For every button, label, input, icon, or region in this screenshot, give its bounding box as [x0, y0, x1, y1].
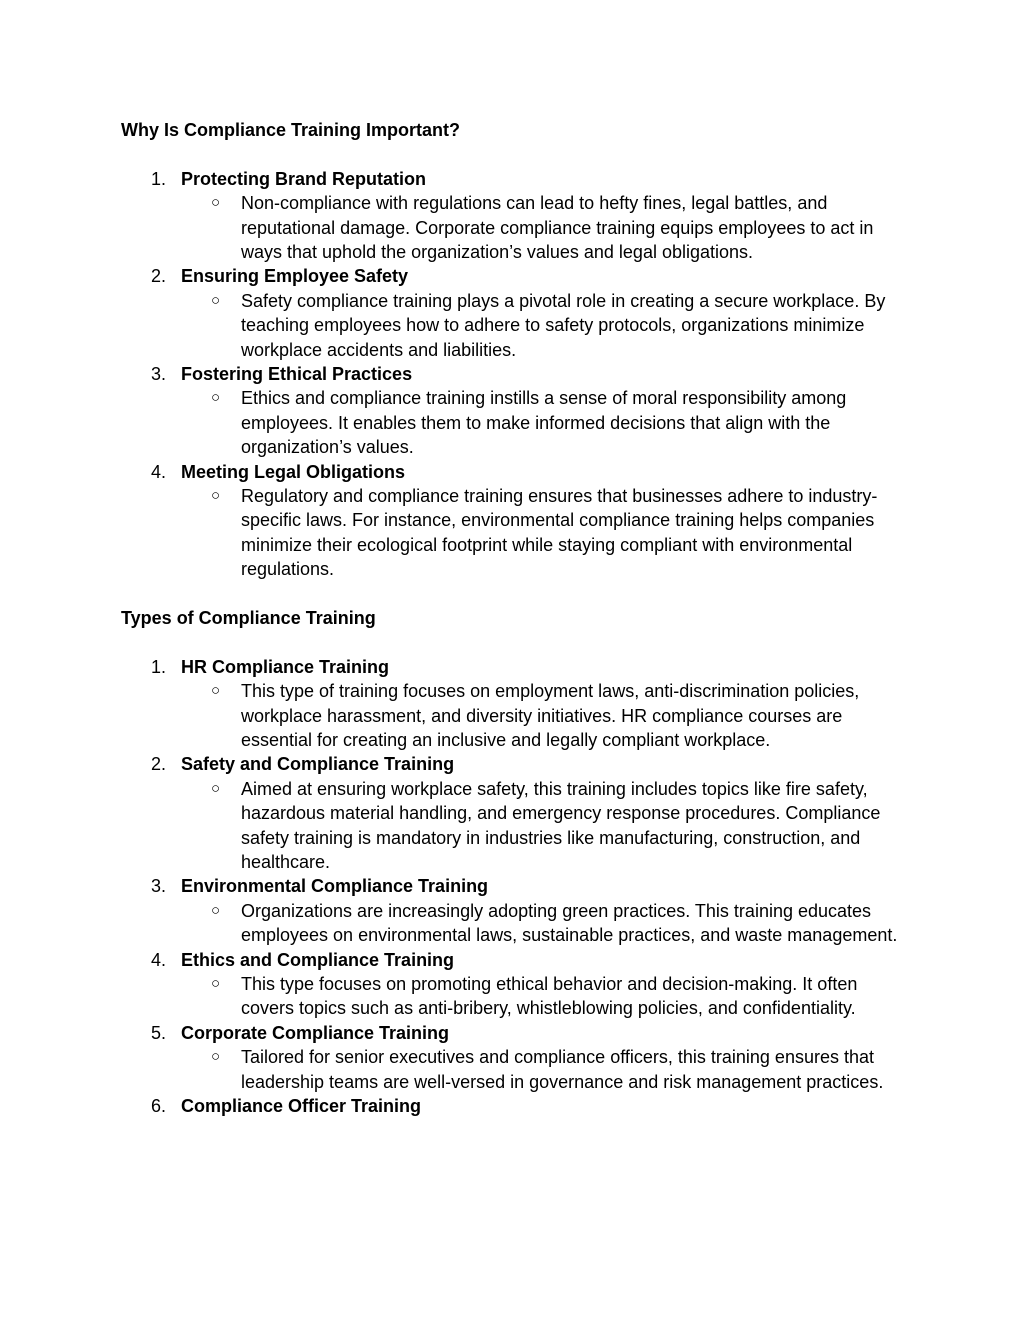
- list-item-header: [121, 1021, 911, 1045]
- list-item-number: 6.: [151, 1096, 167, 1117]
- list-item: [121, 1021, 911, 1094]
- list-item-title: Meeting Legal Obligations: [181, 461, 406, 482]
- list-item: [121, 264, 911, 362]
- hollow-circle-bullet-icon: ○: [211, 389, 221, 407]
- list-item-header: [121, 752, 911, 776]
- list-item-title: Corporate Compliance Training: [181, 1022, 450, 1043]
- list-item-number: 2.: [151, 266, 167, 287]
- list-item-number: 2.: [151, 754, 167, 775]
- list-item-title: Compliance Officer Training: [181, 1096, 422, 1117]
- list-item: [121, 874, 911, 947]
- document-body: [121, 118, 911, 1118]
- list-item: [121, 460, 911, 582]
- list-item-header: [121, 264, 911, 288]
- list-item-header: [121, 167, 911, 191]
- sub-bullet-text: Regulatory and compliance training ensures that businesses adhere to industry-specific laws. For instance, environmental compliance training helps companies minimize their ecological footprint while staying compliant with environmental regulations.: [241, 486, 878, 580]
- list-item-number: 5.: [151, 1022, 167, 1043]
- list-item: [121, 167, 911, 265]
- spacer: [121, 582, 911, 606]
- sub-bullet: [121, 191, 911, 264]
- list-item: [121, 362, 911, 460]
- sub-bullet: [121, 386, 911, 459]
- list-item-title: Ethics and Compliance Training: [181, 949, 455, 970]
- numbered-list: [121, 167, 911, 582]
- hollow-circle-bullet-icon: ○: [211, 291, 221, 309]
- hollow-circle-bullet-icon: ○: [211, 975, 221, 993]
- sub-bullet-text: This type of training focuses on employment laws, anti-discrimination policies, workplace harassment, and diversity initiatives. HR compliance courses are essential for creating an inclusive and legally compliant workplace.: [241, 681, 860, 750]
- sub-bullet-text: This type focuses on promoting ethical behavior and decision-making. It often covers topics such as anti-bribery, whistleblowing policies, and confidentiality.: [241, 974, 858, 1019]
- sub-bullet-text: Safety compliance training plays a pivotal role in creating a secure workplace. By teaching employees how to adhere to safety protocols, organizations minimize workplace accidents and liabilities.: [241, 290, 886, 360]
- list-item-header: [121, 1094, 911, 1118]
- list-item-header: [121, 655, 911, 679]
- list-item: [121, 655, 911, 753]
- hollow-circle-bullet-icon: ○: [211, 487, 221, 504]
- list-item-title: Protecting Brand Reputation: [181, 168, 427, 189]
- numbered-list: [121, 655, 911, 1119]
- spacer: [121, 630, 911, 654]
- sub-bullet-text: Non-compliance with regulations can lead to hefty fines, legal battles, and reputational damage. Corporate compliance training equips employees to act in ways that uphold the organization’s values and legal obligations.: [241, 193, 874, 262]
- list-item-header: [121, 948, 911, 972]
- hollow-circle-bullet-icon: ○: [211, 901, 221, 919]
- sub-bullet: [121, 899, 911, 948]
- hollow-circle-bullet-icon: ○: [211, 682, 221, 700]
- hollow-circle-bullet-icon: ○: [211, 194, 221, 212]
- list-item-title: Ensuring Employee Safety: [181, 266, 409, 287]
- list-item-number: 3.: [151, 364, 167, 384]
- sub-bullet-text: Aimed at ensuring workplace safety, this training includes topics like fire safety, hazardous material handling, and emergency response procedures. Compliance safety training is mandatory in industries like manufacturing, construction, and healthcare.: [241, 778, 881, 873]
- sub-bullet: [121, 289, 911, 362]
- list-item-number: 1.: [151, 656, 167, 677]
- sub-bullet: [121, 972, 911, 1021]
- hollow-circle-bullet-icon: ○: [211, 1048, 221, 1066]
- list-item-number: 1.: [151, 168, 167, 189]
- sub-bullet-text: Ethics and compliance training instills a sense of moral responsibility among employees. It enables them to make informed decisions that align with the organization’s values.: [241, 388, 847, 458]
- list-item-title: Safety and Compliance Training: [181, 754, 455, 775]
- sub-bullet: [121, 1045, 911, 1094]
- section-heading: Types of Compliance Training: [121, 608, 376, 629]
- list-item-title: Environmental Compliance Training: [181, 876, 489, 897]
- list-item: [121, 1094, 911, 1118]
- list-item-title: Fostering Ethical Practices: [181, 364, 413, 384]
- list-item-number: 4.: [151, 949, 167, 970]
- sub-bullet-text: Tailored for senior executives and compliance officers, this training ensures that leadership teams are well-versed in governance and risk management practices.: [241, 1047, 884, 1092]
- sub-bullet: [121, 679, 911, 752]
- sub-bullet-text: Organizations are increasingly adopting green practices. This training educates employees on environmental laws, sustainable practices, and waste management.: [241, 900, 898, 946]
- list-item: [121, 752, 911, 874]
- list-item-number: 4.: [151, 461, 167, 482]
- hollow-circle-bullet-icon: ○: [211, 779, 221, 797]
- list-item-header: [121, 874, 911, 898]
- sub-bullet: [121, 484, 911, 582]
- list-item-header: [121, 362, 911, 386]
- sub-bullet: [121, 777, 911, 875]
- list-item: [121, 948, 911, 1021]
- list-item-header: [121, 460, 911, 484]
- list-item-number: 3.: [151, 876, 167, 897]
- spacer: [121, 142, 911, 166]
- section-heading: Why Is Compliance Training Important?: [121, 120, 461, 140]
- list-item-title: HR Compliance Training: [181, 656, 390, 677]
